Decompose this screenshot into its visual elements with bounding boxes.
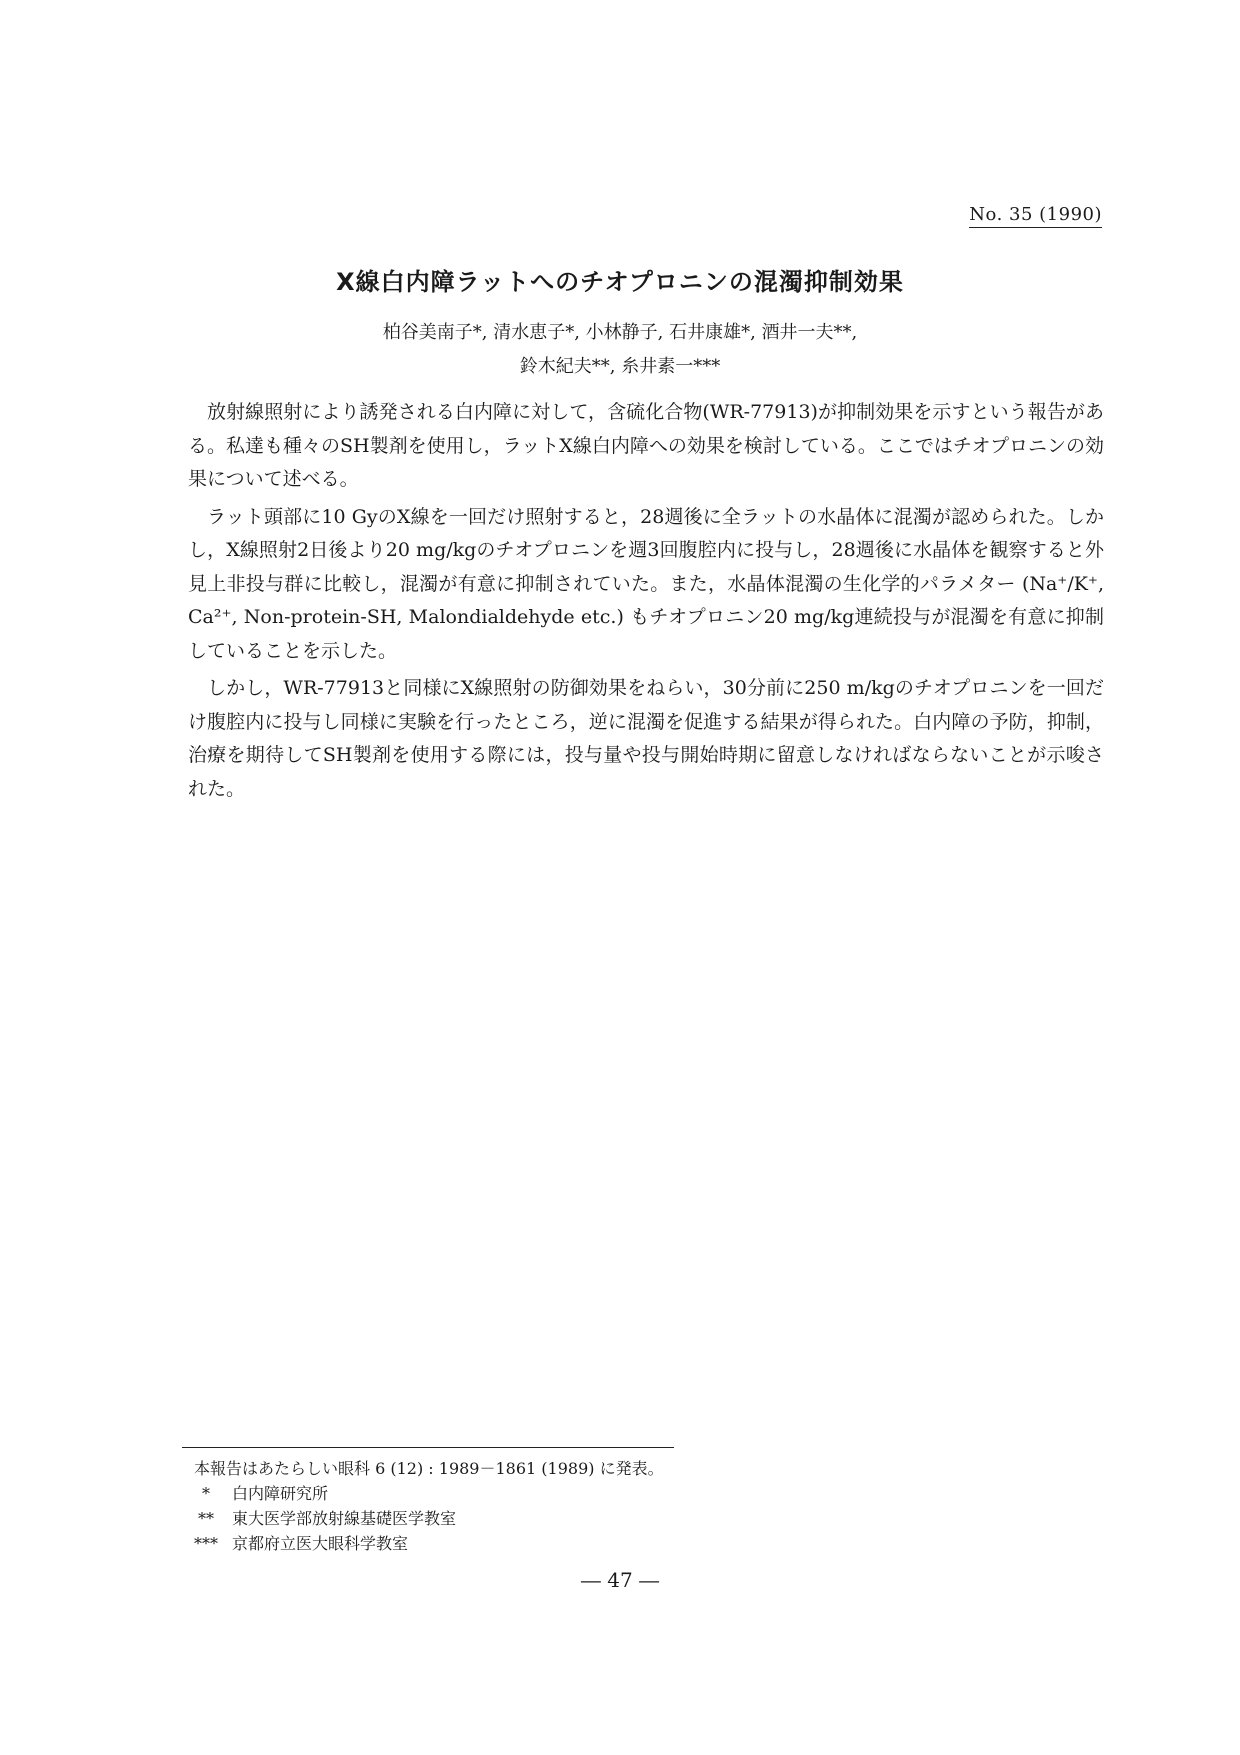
article-title: X線白内障ラットへのチオプロニンの混濁抑制効果 [336,268,904,296]
footnote-mark: * [202,1484,210,1503]
body-paragraph: しかし，WR-77913と同様にX線照射の防御効果をねらい，30分前に250 m/kgのチオプロニンを一回だけ腹腔内に投与し同様に実験を行ったところ，逆に混濁を促進する結果が得られた。白内障の予防，抑制，治療を期待してSH製剤を使用する際には，投与量や投与開始時期に留意しなければならないことが示唆された。 [188,677,1104,800]
footnote-item [180,1506,664,1531]
author-line: 柏谷美南子*, 清水恵子*, 小林静子, 石井康雄*, 酒井一夫**, [382,322,858,343]
issue-number: No. 35 (1990) [969,204,1102,228]
footnote-item [180,1531,664,1556]
affiliation-text: 白内障研究所 [232,1484,329,1503]
footnotes [180,1456,664,1556]
publication-note: 本報告はあたらしい眼科 6 (12) : 1989－1861 (1989) に発表。 [194,1459,664,1478]
author-list [0,316,1240,384]
footnote-divider [182,1447,674,1448]
author-line: 鈴木紀夫**, 糸井素一*** [519,356,721,377]
abstract-body [188,396,1104,810]
body-paragraph: ラット頭部に10 GyのX線を一回だけ照射すると，28週後に全ラットの水晶体に混濁が認められた。しかし，X線照射2日後より20 mg/kgのチオプロニンを週3回腹腔内に投与し，28週後に水晶体を観察すると外見上非投与群に比較し，混濁が有意に抑制されていた。また，水晶体混濁の生化学的パラメター (Na⁺/K⁺, Ca²⁺, Non-protein-SH, Malondialdehyde etc.) もチオプロニン20 mg/kg連続投与が混濁を有意に抑制していることを示した。 [188,505,1104,662]
footnote-mark: ** [198,1509,214,1528]
page-number: ― 47 ― [580,1568,660,1592]
body-paragraph: 放射線照射により誘発される白内障に対して，含硫化合物(WR-77913)が抑制効果を示すという報告がある。私達も種々のSH製剤を使用し，ラットX線白内障への効果を検討している。ここではチオプロニンの効果について述べる。 [188,401,1104,490]
affiliation-text: 京都府立医大眼科学教室 [232,1534,409,1553]
footnote-mark: *** [194,1534,218,1553]
affiliation-text: 東大医学部放射線基礎医学教室 [232,1509,457,1528]
footnote-item [180,1481,664,1506]
